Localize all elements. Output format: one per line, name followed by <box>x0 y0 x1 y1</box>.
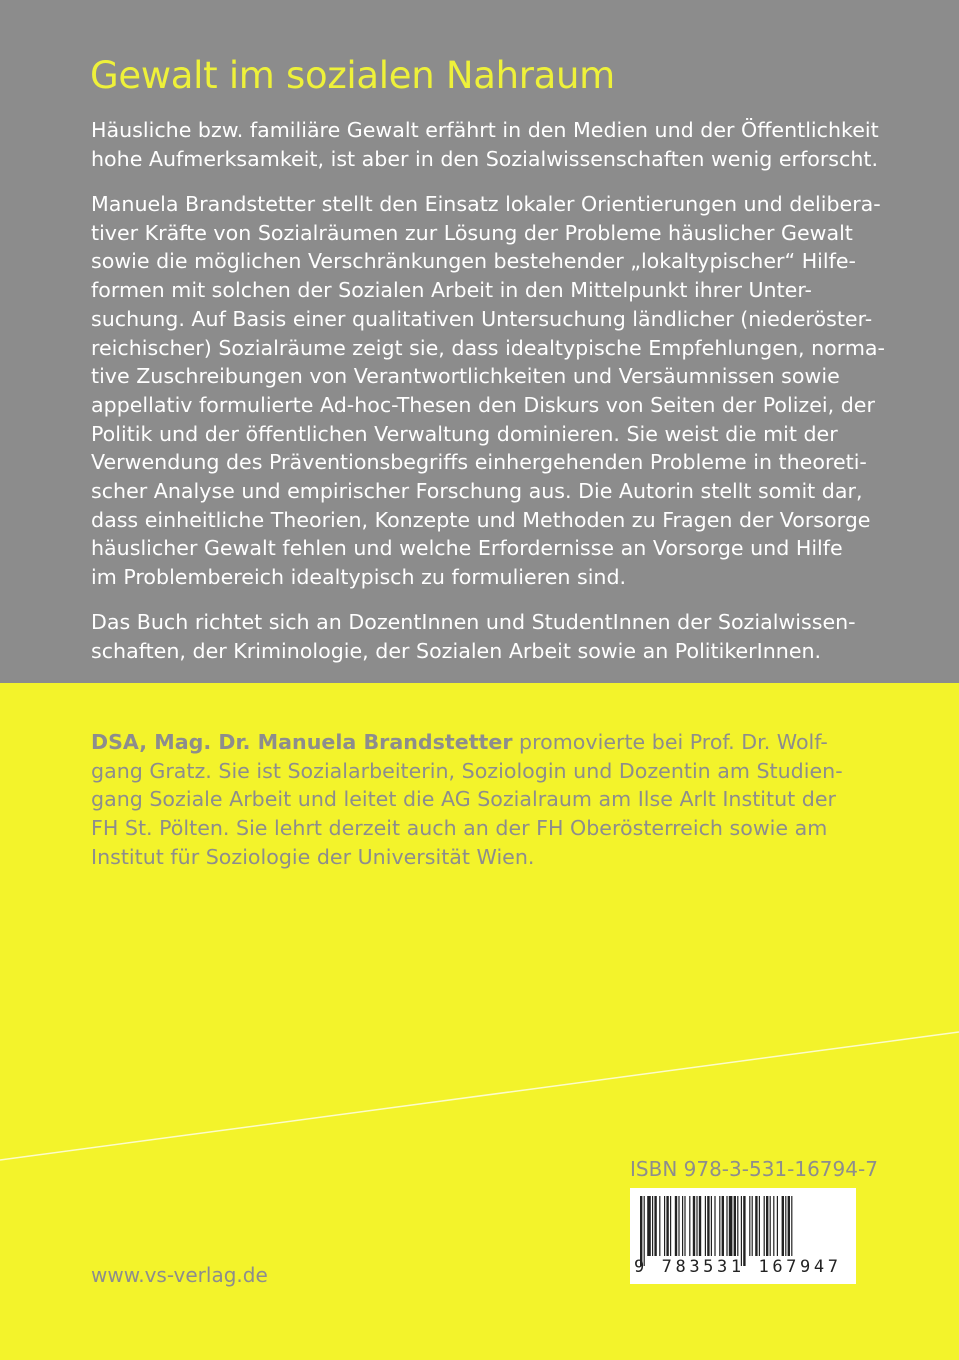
barcode-bar <box>722 1196 724 1256</box>
text-line: gang Soziale Arbeit und leitet die AG Sozialraum am Ilse Arlt Institut der <box>91 787 836 812</box>
text-line: schaften, der Kriminologie, der Sozialen Arbeit sowie an PolitikerInnen. <box>91 638 822 663</box>
text-line: dass einheitliche Theorien, Konzepte und Methoden zu Fragen der Vorsorge <box>91 507 871 532</box>
text-line: hohe Aufmerksamkeit, ist aber in den Sozialwissenschaften wenig erforscht. <box>91 146 879 171</box>
bio-first-line <box>91 728 891 757</box>
text-line: reichischer) Sozialräume zeigt sie, dass idealtypische Empfehlungen, norma- <box>91 335 885 360</box>
barcode-bar <box>777 1196 778 1256</box>
barcode-bar <box>664 1196 665 1256</box>
barcode-bar <box>707 1196 709 1256</box>
barcode-bar <box>675 1196 677 1256</box>
barcode-bar <box>670 1196 671 1256</box>
text-line: FH St. Pölten. Sie lehrt derzeit auch an der FH Oberösterreich sowie am <box>91 816 828 841</box>
barcode-bar <box>699 1196 701 1256</box>
text-line: scher Analyse und empirischer Forschung aus. Die Autorin stellt somit dar, <box>91 479 863 504</box>
text-line: formen mit solchen der Sozialen Arbeit in den Mittelpunkt ihrer Unter- <box>91 278 812 303</box>
barcode-bar <box>689 1196 690 1256</box>
barcode-bar <box>764 1196 765 1256</box>
text-line: häuslicher Gewalt fehlen und welche Erfordernisse an Vorsorge und Hilfe <box>91 536 843 561</box>
barcode-bar <box>659 1196 660 1256</box>
text-line: gang Gratz. Sie ist Sozialarbeiterin, Soziologin und Dozentin am Studien- <box>91 758 843 783</box>
barcode-bar <box>682 1196 683 1256</box>
barcode-bar <box>711 1196 712 1256</box>
audience-paragraph <box>91 608 891 665</box>
barcode-bar <box>791 1196 792 1256</box>
barcode-bar <box>693 1196 695 1256</box>
barcode-bar <box>729 1196 733 1256</box>
author-name: DSA, Mag. Dr. Manuela Brandstetter <box>91 730 513 754</box>
barcode-bar <box>749 1196 750 1256</box>
barcode-bar <box>719 1196 720 1256</box>
barcode-bar <box>782 1196 784 1256</box>
barcode-bar <box>678 1196 679 1256</box>
barcode-bar <box>785 1196 786 1256</box>
isbn-label: ISBN 978-3-531-16794-7 <box>630 1157 878 1181</box>
book-title: Gewalt im sozialen Nahraum <box>90 54 615 97</box>
barcode-bar <box>734 1196 736 1256</box>
text-line: tiver Kräfte von Sozialräumen zur Lösung der Probleme häuslicher Gewalt <box>91 220 853 245</box>
text-line: sowie die möglichen Verschränkungen bestehender „lokaltypischer“ Hilfe- <box>91 249 856 274</box>
barcode-bar <box>647 1196 651 1256</box>
barcode-bar <box>759 1196 760 1256</box>
text-line: Politik und der öffentlichen Verwaltung dominieren. Sie weist die mit der <box>91 421 838 446</box>
barcode-bar <box>696 1196 697 1256</box>
barcode-bar <box>652 1196 653 1256</box>
intro-paragraph <box>91 116 891 173</box>
text-line: im Problembereich idealtypisch zu formulieren sind. <box>91 565 627 590</box>
publisher-website: www.vs-verlag.de <box>91 1263 268 1287</box>
barcode-bar <box>654 1196 656 1256</box>
text-line: Das Buch richtet sich an DozentInnen und StudentInnen der Sozialwissen- <box>91 610 856 634</box>
bio-first-line-rest: promovierte bei Prof. Dr. Wolf- <box>512 730 828 754</box>
barcode-bar <box>766 1196 768 1256</box>
text-line: tive Zuschreibungen von Verantwortlichkeiten und Versäumnissen sowie <box>91 364 840 389</box>
barcode-bar <box>770 1196 771 1256</box>
barcode-bar <box>726 1196 727 1256</box>
text-line: Verwendung des Präventionsbegriffs einhergehenden Probleme in theoreti- <box>91 450 867 475</box>
barcode-bar <box>755 1196 757 1256</box>
author-bio <box>91 728 891 872</box>
barcode-bar <box>752 1196 753 1256</box>
description-paragraph <box>91 190 891 592</box>
barcode-bar <box>666 1196 668 1256</box>
text-line: Häusliche bzw. familiäre Gewalt erfährt in den Medien und der Öffentlichkeit <box>91 118 879 142</box>
barcode-bar <box>714 1196 715 1256</box>
text-line: suchung. Auf Basis einer qualitativen Untersuchung ländlicher (niederöster- <box>91 306 873 331</box>
text-line: appellativ formulierte Ad-hoc-Thesen den Diskurs von Seiten der Polizei, der <box>91 392 875 417</box>
barcode-bar <box>788 1196 790 1256</box>
barcode-bar <box>705 1196 706 1256</box>
barcode-bar <box>684 1196 685 1256</box>
barcode-bar <box>773 1196 774 1256</box>
barcode-digits: 9 783531 167947 <box>634 1257 842 1277</box>
isbn-barcode <box>630 1188 856 1284</box>
text-line: Manuela Brandstetter stellt den Einsatz lokaler Orientierungen und delibera- <box>91 192 881 216</box>
text-line: Institut für Soziologie der Universität Wien. <box>91 844 535 869</box>
barcode-bar <box>737 1196 738 1256</box>
